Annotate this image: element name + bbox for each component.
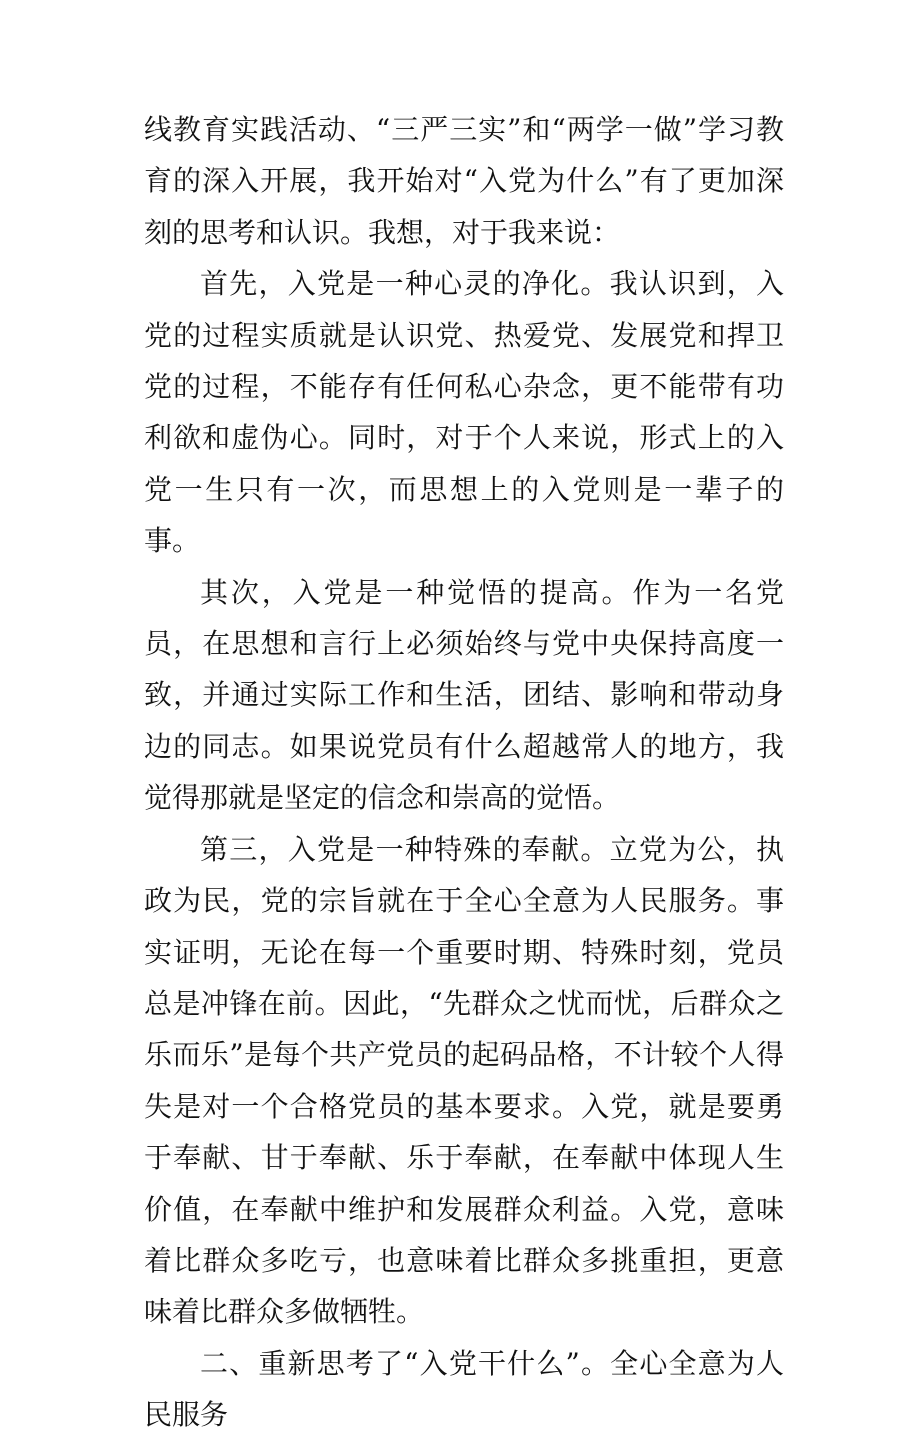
paragraph-third-point: 第三，入党是一种特殊的奉献。立党为公，执政为民，党的宗旨就在于全心全意为人民服务。事实证明，无论在每一个重要时期、特殊时刻，党员总是冲锋在前。因此，“先群众之忧而忧，后群众之乐而乐”是每个共产党员的起码品格，不计较个人得失是对一个合格党员的基本要求。入党，就是要勇于奉献、甘于奉献、乐于奉献，在奉献中体现人生价值，在奉献中维护和发展群众利益。入党，意味着比群众多吃亏，也意味着比群众多挑重担，更意味着比群众多做牺牲。	[144, 832, 784, 1329]
paragraph-continuation: 线教育实践活动、“三严三实”和“两学一做”学习教育的深入开展，我开始对“入党为什么”有了更加深刻的思考和认识。我想，对于我来说：	[144, 113, 784, 249]
paragraph-first-point: 首先，入党是一种心灵的净化。我认识到，入党的过程实质就是认识党、热爱党、发展党和捍卫党的过程，不能存有任何私心杂念，更不能带有功利欲和虚伪心。同时，对于个人来说，形式上的入党一生只有一次，而思想上的入党则是一辈子的事。	[144, 267, 784, 558]
paragraph-second-point: 其次，入党是一种觉悟的提高。作为一名党员，在思想和言行上必须始终与党中央保持高度一致，并通过实际工作和生活，团结、影响和带动身边的同志。如果说党员有什么超越常人的地方，我觉得那就是坚定的信念和崇高的觉悟。	[144, 575, 784, 815]
document-body	[144, 104, 784, 1441]
paragraph-section-two: 二、重新思考了“入党干什么”。全心全意为人民服务	[144, 1346, 784, 1432]
